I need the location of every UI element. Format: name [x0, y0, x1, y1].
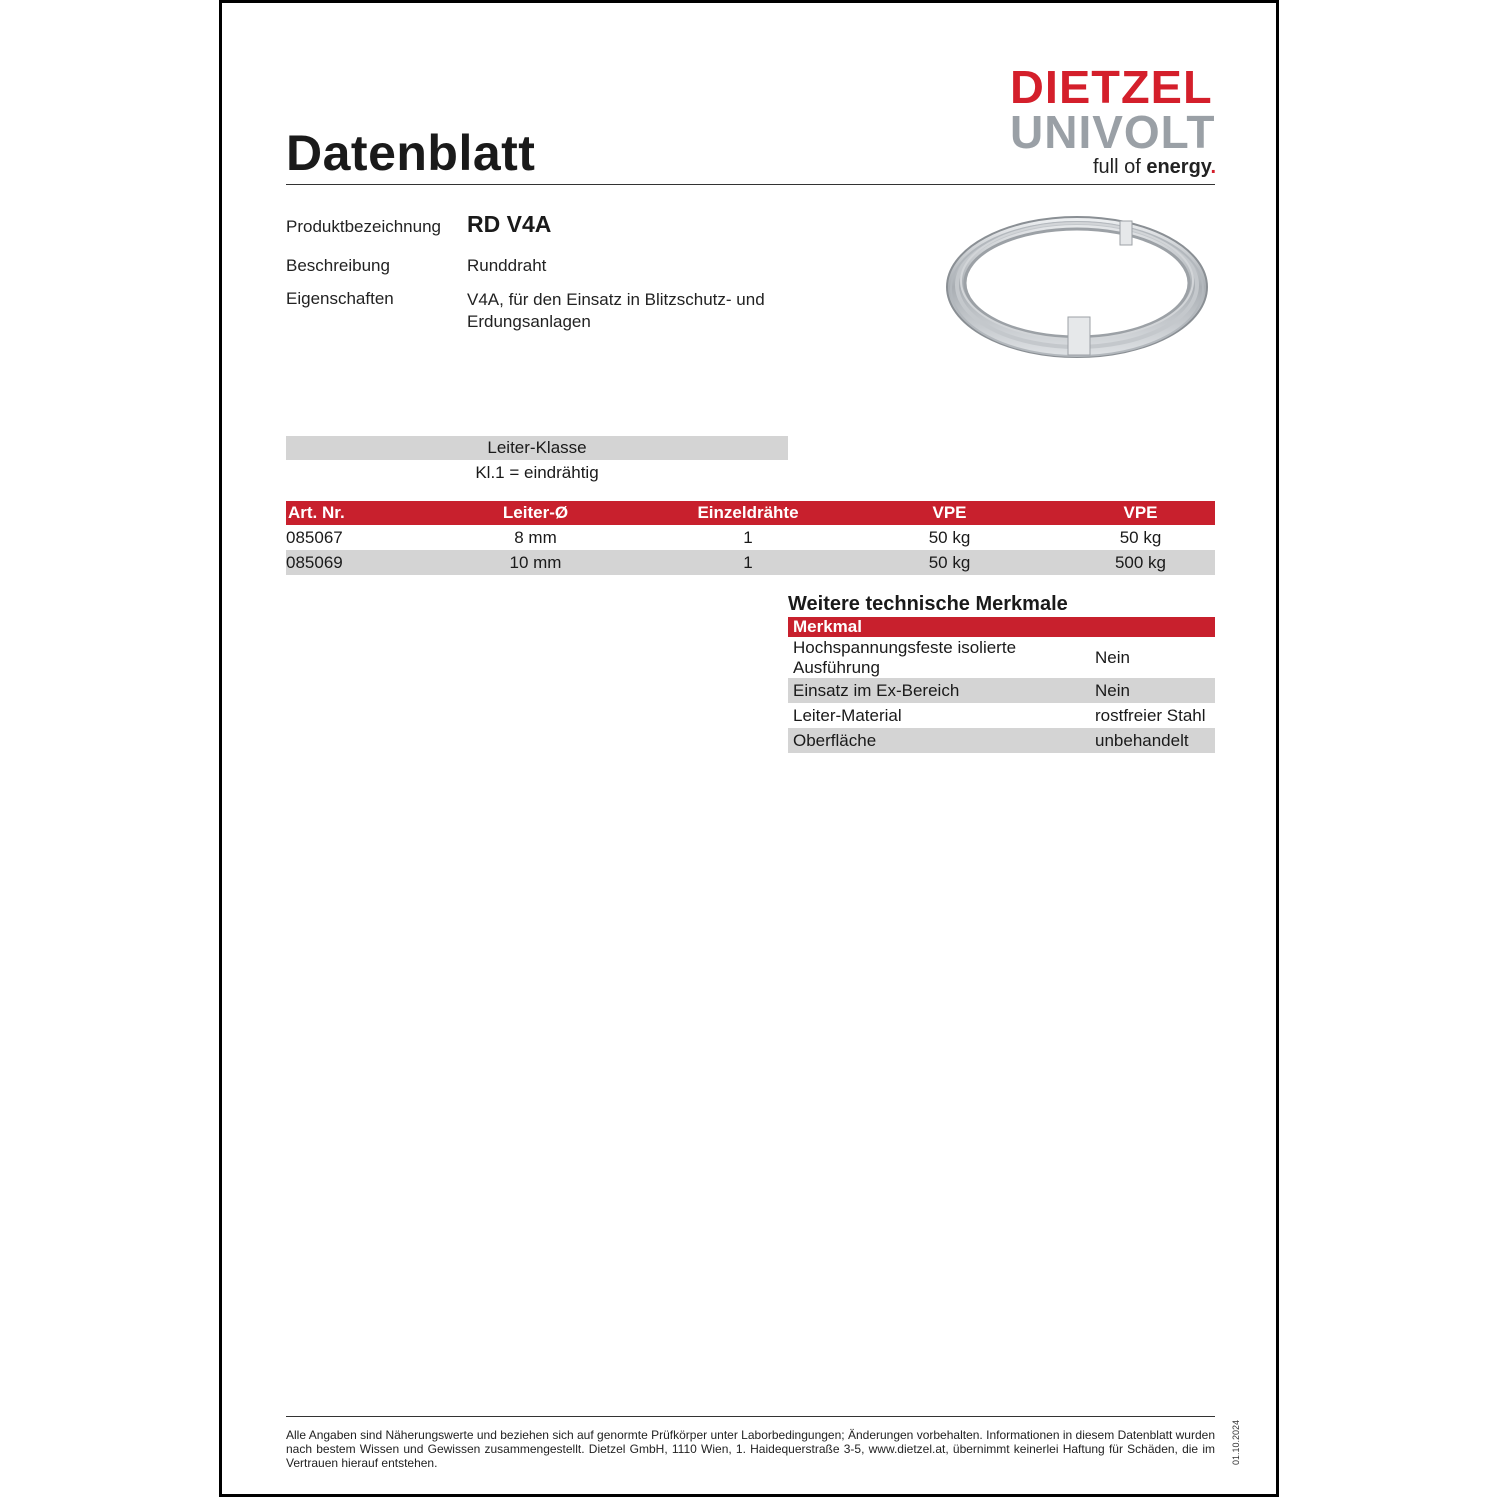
col-vpe-1: VPE: [833, 501, 1066, 525]
properties-label: Eigenschaften: [286, 289, 394, 308]
cell-diameter: 10 mm: [408, 550, 663, 575]
feature-value: Nein: [1095, 647, 1130, 667]
feature-name: Einsatz im Ex-Bereich: [788, 678, 1090, 703]
wire-coil-image: [940, 205, 1215, 365]
cell-vpe-2: 50 kg: [1119, 527, 1162, 547]
footer-divider: [286, 1416, 1215, 1417]
col-feature: Merkmal: [788, 617, 1215, 637]
cell-vpe-1: 50 kg: [833, 550, 1066, 575]
properties-value: V4A, für den Einsatz in Blitzschutz- und Erdungsanlagen: [467, 290, 765, 331]
technical-features-title: Weitere technische Merkmale: [788, 593, 1068, 615]
tagline-dot: .: [1210, 156, 1216, 178]
logo-line-2: UNIVOLT: [1010, 106, 1216, 158]
table-row: [788, 703, 1215, 728]
article-table-header: [286, 501, 1215, 525]
logo-tagline: [1010, 156, 1220, 179]
cell-vpe-1: 50 kg: [928, 527, 971, 547]
col-single-wires: Einzeldrähte: [663, 501, 833, 525]
cell-art-nr: 085067: [286, 527, 343, 547]
feature-value: Nein: [1090, 678, 1215, 703]
col-vpe-2: VPE: [1066, 501, 1215, 525]
table-row: [788, 637, 1215, 678]
cell-wires: 1: [663, 550, 833, 575]
cell-diameter: 8 mm: [514, 527, 557, 547]
tagline-text: full of: [1092, 156, 1147, 178]
footer-disclaimer: Alle Angaben sind Näherungswerte und beziehen sich auf genormte Prüfkörper unter Laborbedingungen; Änderungen vorbehalten. Informationen in diesem Datenblatt wurden nach bestem Wissen und Gewissen zusammengestellt. Dietzel GmbH, 1110 Wien, 1. Haidequerstraße 3-5, www.dietzel.at, übernimmt keinerlei Haftung für Schäden, die im Vertrauen hierauf entstehen.: [286, 1428, 1215, 1470]
col-conductor-diameter: Leiter-Ø: [408, 501, 663, 525]
feature-name: Hochspannungsfeste isolierte Ausführung: [793, 637, 1017, 677]
table-row: [286, 525, 1215, 550]
table-row: [788, 728, 1215, 753]
description-label: Beschreibung: [286, 256, 390, 275]
conductor-class-value: Kl.1 = eindrähtig: [475, 463, 599, 482]
tagline-bold: energy: [1146, 156, 1211, 178]
cell-wires: 1: [743, 527, 753, 547]
technical-features-table: [788, 617, 1215, 753]
page-title: Datenblatt: [286, 125, 536, 181]
col-art-nr: Art. Nr.: [286, 501, 408, 525]
cell-vpe-2: 500 kg: [1066, 550, 1215, 575]
product-name-label: Produktbezeichnung: [286, 217, 442, 236]
feature-name: Oberfläche: [788, 728, 1090, 753]
conductor-class-header: Leiter-Klasse: [286, 436, 788, 460]
title-divider: [286, 184, 1215, 185]
cell-art-nr: 085069: [286, 550, 408, 575]
feature-value: unbehandelt: [1090, 728, 1215, 753]
product-name-value: RD V4A: [467, 211, 552, 237]
table-row: [286, 550, 1215, 575]
company-logo: [1010, 61, 1220, 179]
logo-line-1: DIETZEL: [1010, 61, 1213, 113]
feature-name: Leiter-Material: [793, 705, 902, 725]
document-date: 01.10.2024: [1231, 1419, 1241, 1465]
technical-table-header: [788, 617, 1215, 637]
article-table: [286, 501, 1215, 575]
table-row: [788, 678, 1215, 703]
description-value: Runddraht: [467, 256, 547, 275]
feature-value: rostfreier Stahl: [1095, 705, 1206, 725]
